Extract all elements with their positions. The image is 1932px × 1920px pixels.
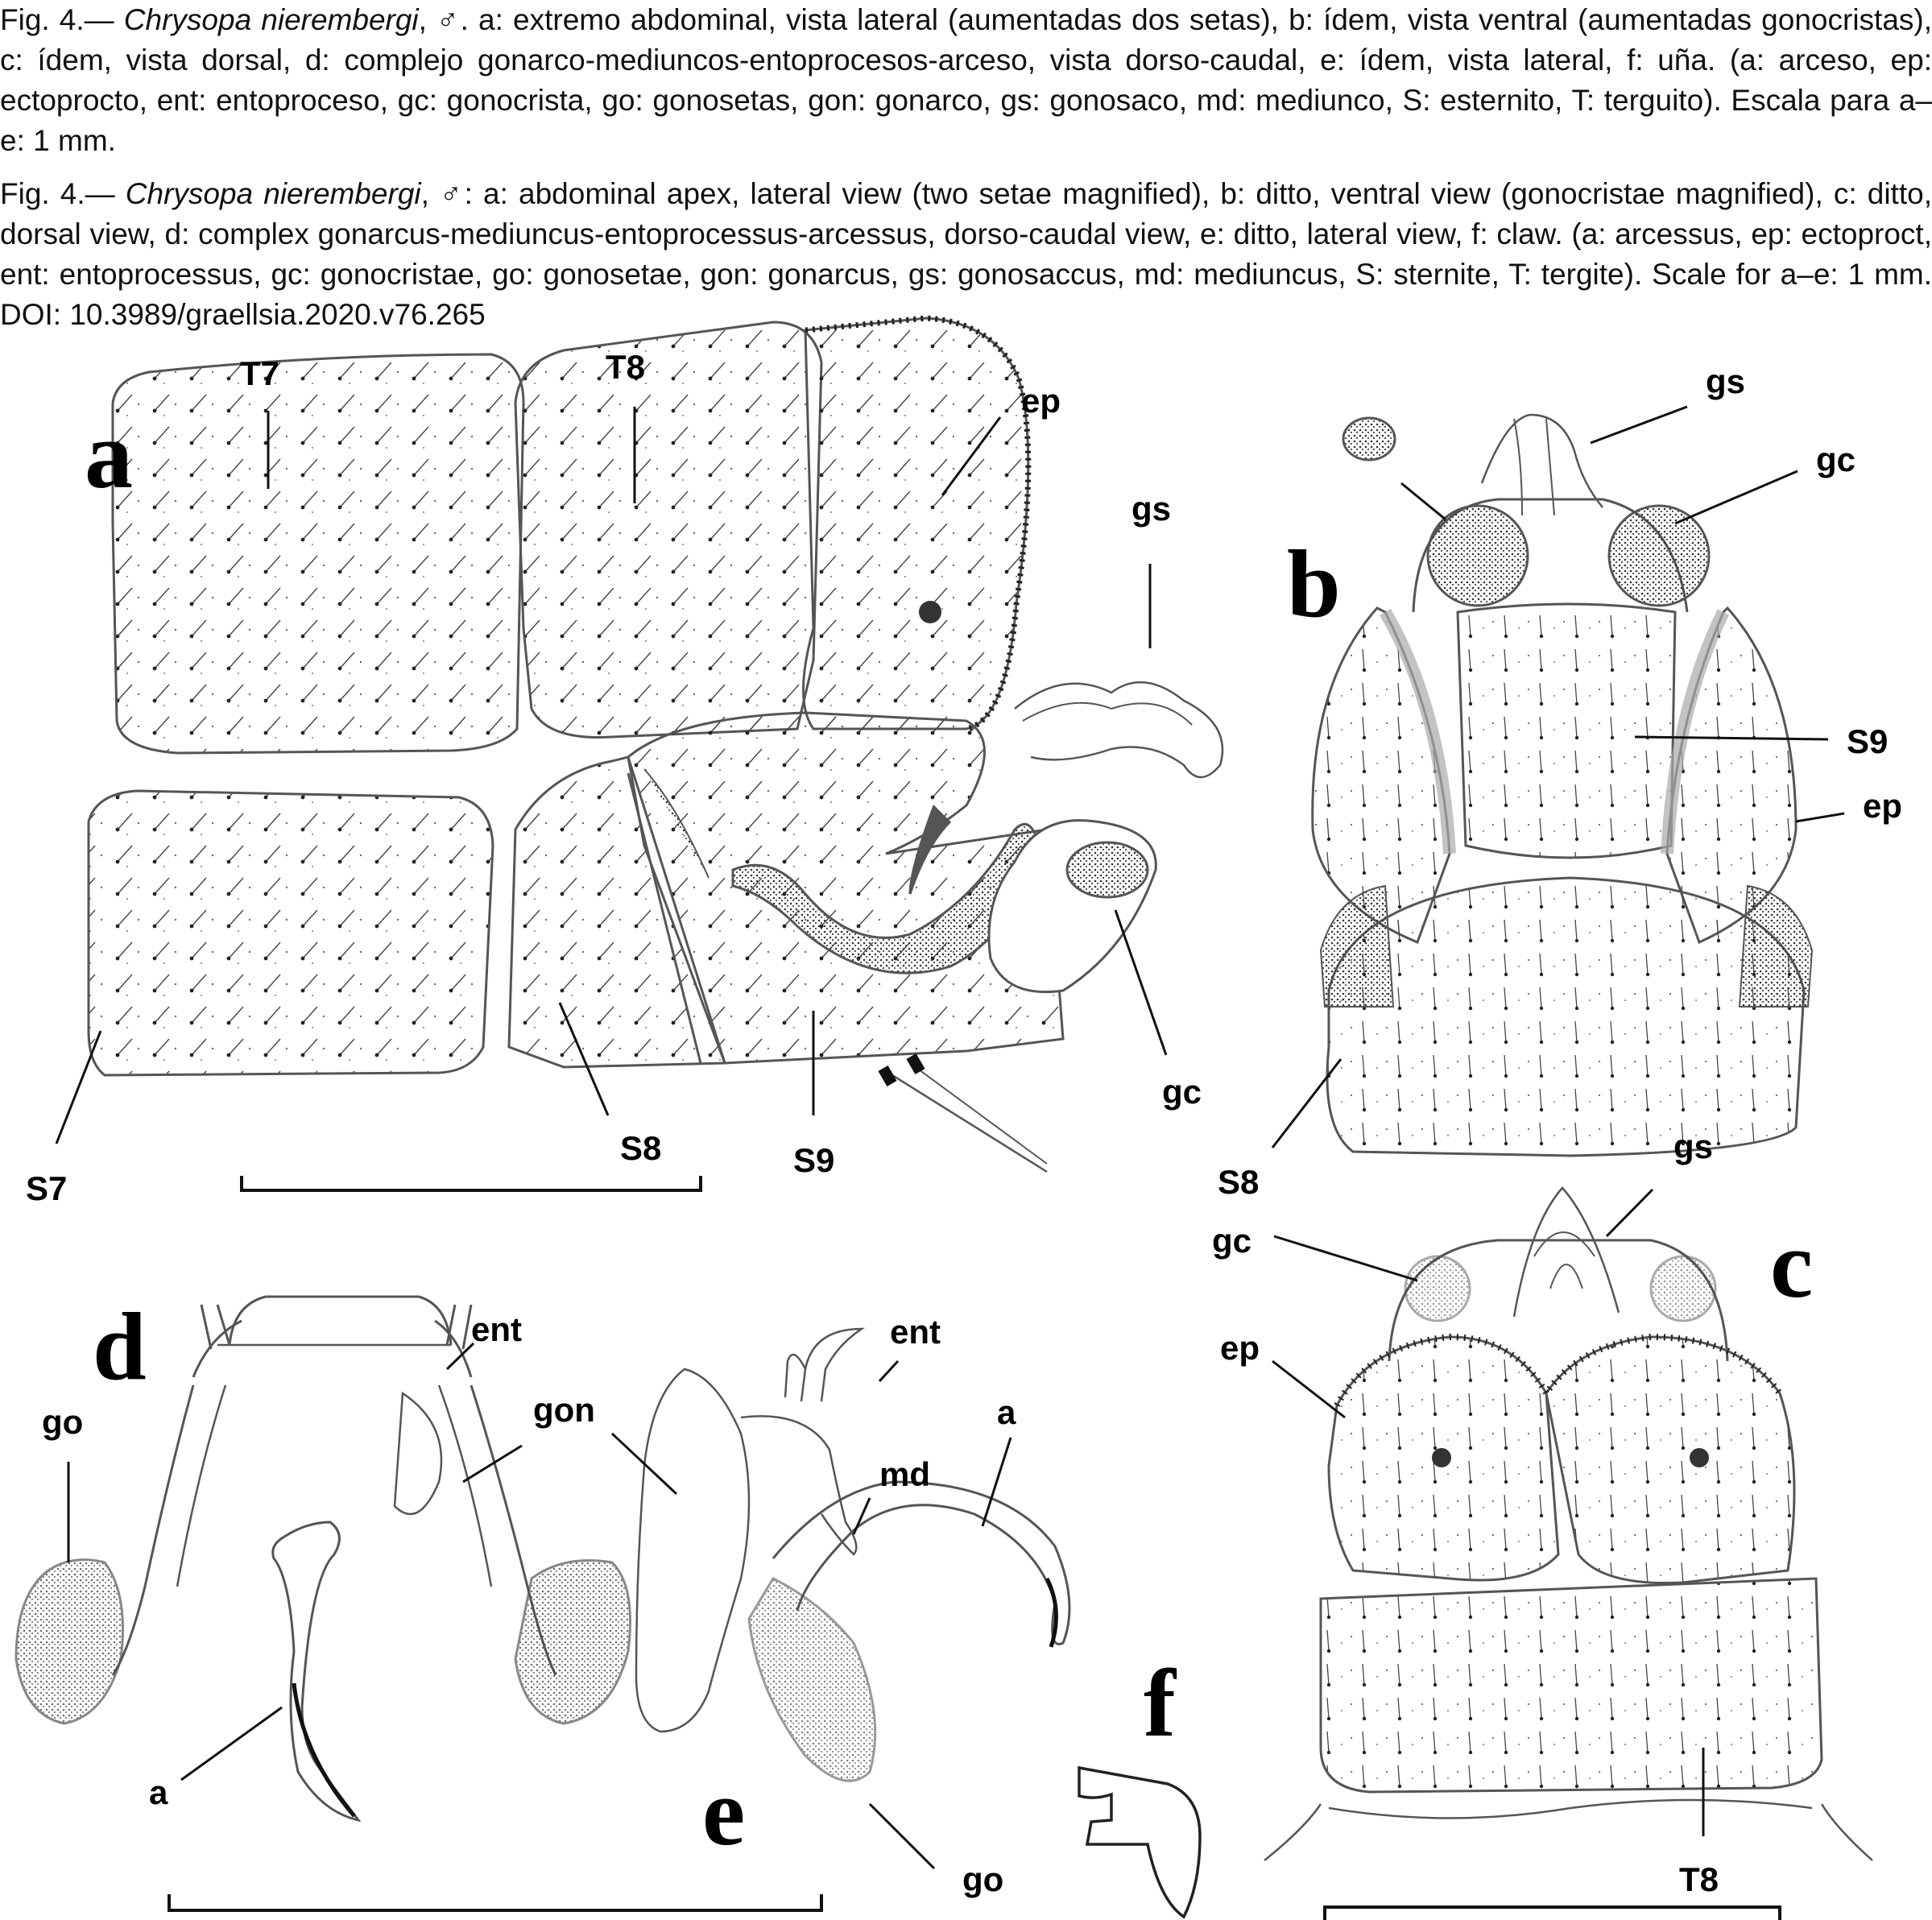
caption-es-text: , ♂. a: extremo abdominal, vista lateral (aumentadas dos setas), b: ídem, vista ventral (aumentadas gonocristas), c: ídem, vista dorsal, d: complejo gonarco-mediuncos-entoprocesos-arceso, vista dorso-caudal, e: ídem, vista lateral, f: uña. (a: arceso, ep: ectoprocto, ent: entoproceso, gc: gonocrista, go: gonosetas, gon: gonarco, gs: gonosaco, md: mediunco, S: esternito, T: terguito). Escala para a–e: 1 mm. — [0, 3, 1932, 157]
panel-label-c: c — [1770, 1210, 1814, 1318]
label-c-t8: T8 — [1679, 1860, 1719, 1898]
caption-en-fig: Fig. 4.— — [0, 177, 126, 210]
label-a-ep: ep — [1021, 382, 1061, 420]
panel-label-e: e — [702, 1758, 746, 1865]
label-a-t7: T7 — [240, 354, 280, 392]
label-a-s7: S7 — [26, 1169, 68, 1207]
label-b-gc: gc — [1816, 441, 1856, 478]
caption-en-species: Chrysopa nierembergi — [125, 177, 421, 210]
label-c-gs: gs — [1673, 1128, 1714, 1165]
label-d-gon: gon — [533, 1391, 595, 1429]
caption-en-text: , ♂: a: abdominal apex, lateral view (two setae magnified), b: ditto, ventral view (gonocristae magnified), c: ditto, dorsal view, d: complex gonarcus-mediuncus-entoprocessus-arcessus, dorso-caudal view, e: ditto, lateral view, f: claw. (a: arcessus, ep: ectoproct, ent: entoprocessus, gc: gonocristae, go: gonosetae, gon: gonarcus, gs: gonosaccus, md: mediuncus, S: sternite, T: tergite). Scale for a–e: 1 mm. DOI: 10.3989/graellsia.2020.v76.265 — [0, 177, 1932, 331]
label-b-s8: S8 — [1218, 1163, 1260, 1201]
label-e-go: go — [962, 1860, 1004, 1898]
panel-label-f: f — [1144, 1649, 1176, 1757]
panel-label-d: d — [93, 1293, 147, 1400]
panel-a-drawing — [56, 318, 1222, 1190]
label-b-ep: ep — [1863, 787, 1903, 825]
label-c-ep: ep — [1220, 1329, 1260, 1367]
label-b-s9: S9 — [1847, 722, 1889, 760]
label-a-s9: S9 — [793, 1141, 835, 1179]
label-e-a: a — [997, 1393, 1016, 1431]
label-e-ent: ent — [890, 1313, 941, 1351]
panel-b-drawing — [1272, 407, 1844, 1156]
panel-label-b: b — [1287, 530, 1341, 637]
caption-es-species: Chrysopa nierembergi — [123, 3, 419, 36]
panel-f-drawing — [1079, 1768, 1200, 1917]
label-d-go: go — [42, 1403, 84, 1441]
caption-es-fig: Fig. 4.— — [0, 3, 124, 36]
label-a-gc: gc — [1162, 1073, 1202, 1111]
label-a-gs: gs — [1131, 490, 1172, 528]
label-b-gs: gs — [1706, 362, 1746, 400]
label-a-s8: S8 — [620, 1129, 662, 1167]
label-c-gc: gc — [1212, 1222, 1252, 1260]
label-d-ent: ent — [471, 1310, 522, 1348]
panel-label-a: a — [85, 401, 133, 508]
label-e-md: md — [879, 1455, 930, 1493]
label-a-t8: T8 — [606, 348, 646, 386]
label-d-a: a — [149, 1773, 168, 1811]
